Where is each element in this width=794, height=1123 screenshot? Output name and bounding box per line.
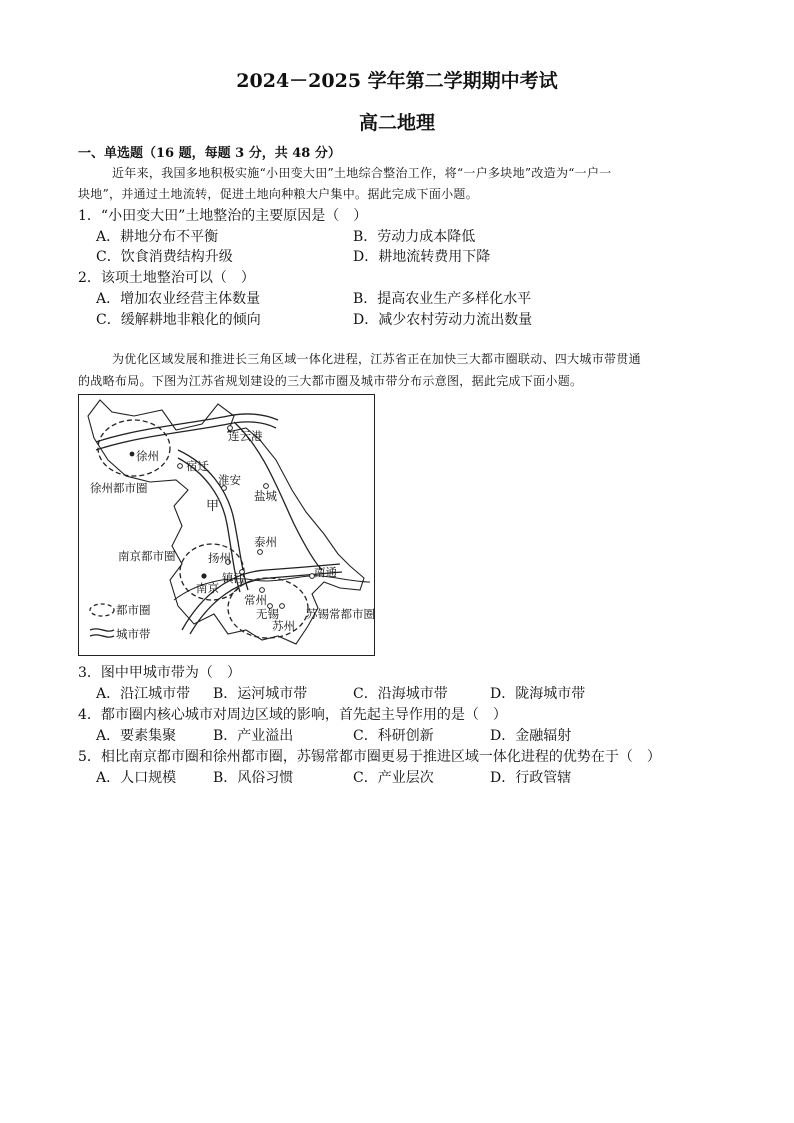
- label-xuzhou: 徐州: [136, 449, 159, 463]
- question-4-option-b: B．产业溢出: [213, 728, 294, 744]
- legend-metro-label: 都市圈: [116, 603, 151, 617]
- label-zhenjiang: 镇江: [222, 571, 245, 585]
- question-5-stem: 5．相比南京都市圈和徐州都市圈，苏锡常都市圈更易于推进区域一体化进程的优势在于（ ）: [78, 749, 661, 765]
- suqian-dot: [178, 464, 183, 469]
- question-3-option-d: D．陇海城市带: [490, 686, 586, 702]
- question-2-stem: 2．该项土地整治可以（ ）: [78, 270, 255, 286]
- label-suzhou: 苏州: [272, 619, 295, 633]
- question-1-option-c: C．饮食消费结构升级: [96, 249, 233, 265]
- label-nantong: 南通: [314, 565, 337, 579]
- question-5-option-d: D．行政管辖: [490, 770, 572, 786]
- yancheng-dot: [264, 484, 269, 489]
- question-3-option-a: A．沿江城市带: [96, 686, 191, 702]
- label-nanjing-metro: 南京都市圈: [118, 549, 176, 563]
- label-taizhou: 泰州: [254, 535, 277, 549]
- exam-subtitle: 高二地理: [358, 112, 435, 134]
- question-2-option-d: D．减少农村劳动力流出数量: [353, 312, 533, 328]
- suzhou-dot: [280, 604, 285, 609]
- question-5-option-c: C．产业层次: [353, 770, 434, 786]
- legend-belt-label: 城市带: [116, 627, 151, 641]
- passage2-line2: 的战略布局。下图为江苏省规划建设的三大都市圈及城市带分布示意图，据此完成下面小题。: [78, 374, 583, 388]
- question-4-option-c: C．科研创新: [353, 728, 434, 744]
- label-changzhou: 常州: [244, 593, 267, 607]
- label-suqian: 宿迁: [186, 459, 209, 473]
- xuzhou-dot: [130, 452, 135, 457]
- question-3-option-c: C．沿海城市带: [353, 686, 448, 702]
- question-3-option-b: B．运河城市带: [213, 686, 308, 702]
- jiangsu-map-svg: [78, 394, 375, 656]
- passage1-line1: 近年来，我国多地积极实施“小田变大田”土地综合整治工作，将“一户多块地”改造为“一户一: [112, 166, 612, 180]
- changzhou-dot: [260, 588, 265, 593]
- label-nanjing: 南京: [196, 581, 219, 595]
- passage1-line2: 块地”，并通过土地流转，促进土地向种粮大户集中。据此完成下面小题。: [78, 187, 479, 201]
- label-wuxi: 无锡: [256, 607, 279, 621]
- question-2-option-b: B．提高农业生产多样化水平: [353, 291, 532, 307]
- jiangsu-map: [78, 394, 375, 656]
- question-4-option-d: D．金融辐射: [490, 728, 572, 744]
- question-5-option-a: A．人口规模: [96, 770, 177, 786]
- label-yancheng: 盐城: [254, 489, 277, 503]
- taizhou-dot: [258, 550, 263, 555]
- label-suxichang-metro: 苏锡常都市圈: [306, 607, 375, 621]
- question-4-option-a: A．要素集聚: [96, 728, 177, 744]
- question-1-option-b: B．劳动力成本降低: [353, 229, 476, 245]
- question-2-option-c: C．缓解耕地非粮化的倾向: [96, 312, 261, 328]
- nanjing-dot: [201, 573, 206, 578]
- question-3-stem: 3．图中甲城市带为（ ）: [78, 665, 241, 681]
- label-yangzhou: 扬州: [208, 551, 231, 565]
- exam-title: 2024－2025 学年第二学期期中考试: [236, 70, 558, 92]
- section-heading: 一、单选题（16 题，每题 3 分，共 48 分）: [78, 146, 341, 161]
- question-1-option-d: D．耕地流转费用下降: [353, 249, 491, 265]
- label-xuzhou-metro: 徐州都市圈: [90, 481, 148, 495]
- passage2-line1: 为优化区域发展和推进长三角区域一体化进程，江苏省正在加快三大都市圈联动、四大城市带贯通: [112, 352, 641, 366]
- question-1-option-a: A．耕地分布不平衡: [96, 229, 219, 245]
- question-5-option-b: B．风俗习惯: [213, 770, 294, 786]
- question-2-option-a: A．增加农业经营主体数量: [96, 291, 261, 307]
- question-1-stem: 1．“小田变大田”土地整治的主要原因是（ ）: [78, 208, 368, 224]
- label-jia: 甲: [206, 499, 220, 514]
- label-lianyungang: 连云港: [228, 429, 263, 443]
- question-4-stem: 4．都市圈内核心城市对周边区域的影响，首先起主导作用的是（ ）: [78, 707, 507, 723]
- label-huaian: 淮安: [218, 473, 241, 487]
